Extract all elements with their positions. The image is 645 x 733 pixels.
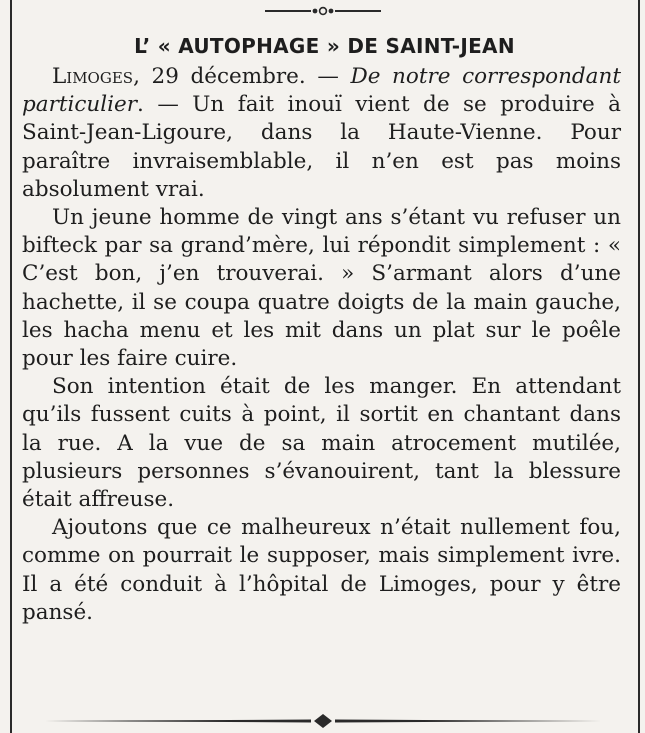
right-column-rule bbox=[638, 0, 640, 733]
left-column-rule bbox=[10, 0, 12, 733]
article-body bbox=[22, 63, 621, 627]
paragraph-3: Son intention était de les manger. En attendant qu’ils fussent cuits à point, il sortit en chantant dans la rue. A la vue de sa main atrocement mutilée, plusieurs personnes s’évanouirent, tant la blessure était affreuse. bbox=[22, 374, 621, 513]
dateline-date: , 29 décembre. — bbox=[133, 64, 351, 89]
paragraph-4: Ajoutons que ce malheureux n’était nullement fou, comme on pourrait le supposer, mais simplement ivre. Il a été conduit à l’hôpital de Limoges, pour y être pansé. bbox=[22, 515, 621, 625]
correspondent-credit: De notre correspondant particulier bbox=[22, 64, 621, 118]
paragraph-2: Un jeune homme de vingt ans s’étant vu refuser un bifteck par sa grand’mère, lui répondit simplement : « C’est bon, j’en trouverai. » S’armant alors d’une hachette, il se coupa quatre doigts de la main gauche, les hacha menu et les mit dans un plat sur le poêle pour les faire cuire. bbox=[22, 205, 621, 372]
lead-paragraph bbox=[22, 63, 621, 204]
article-title: L’ « AUTOPHAGE » DE SAINT-JEAN bbox=[134, 34, 515, 58]
lead-text: . — Un fait inouï vient de se produire à Saint-Jean-Ligoure, dans la Haute-Vienne. Pour paraître invraisemblable, il n’en est pas moins absolument vrai. bbox=[22, 92, 621, 202]
dateline-place: Limoges bbox=[52, 64, 134, 89]
top-ornament-divider bbox=[263, 4, 383, 18]
bottom-ornament-divider bbox=[43, 713, 603, 729]
